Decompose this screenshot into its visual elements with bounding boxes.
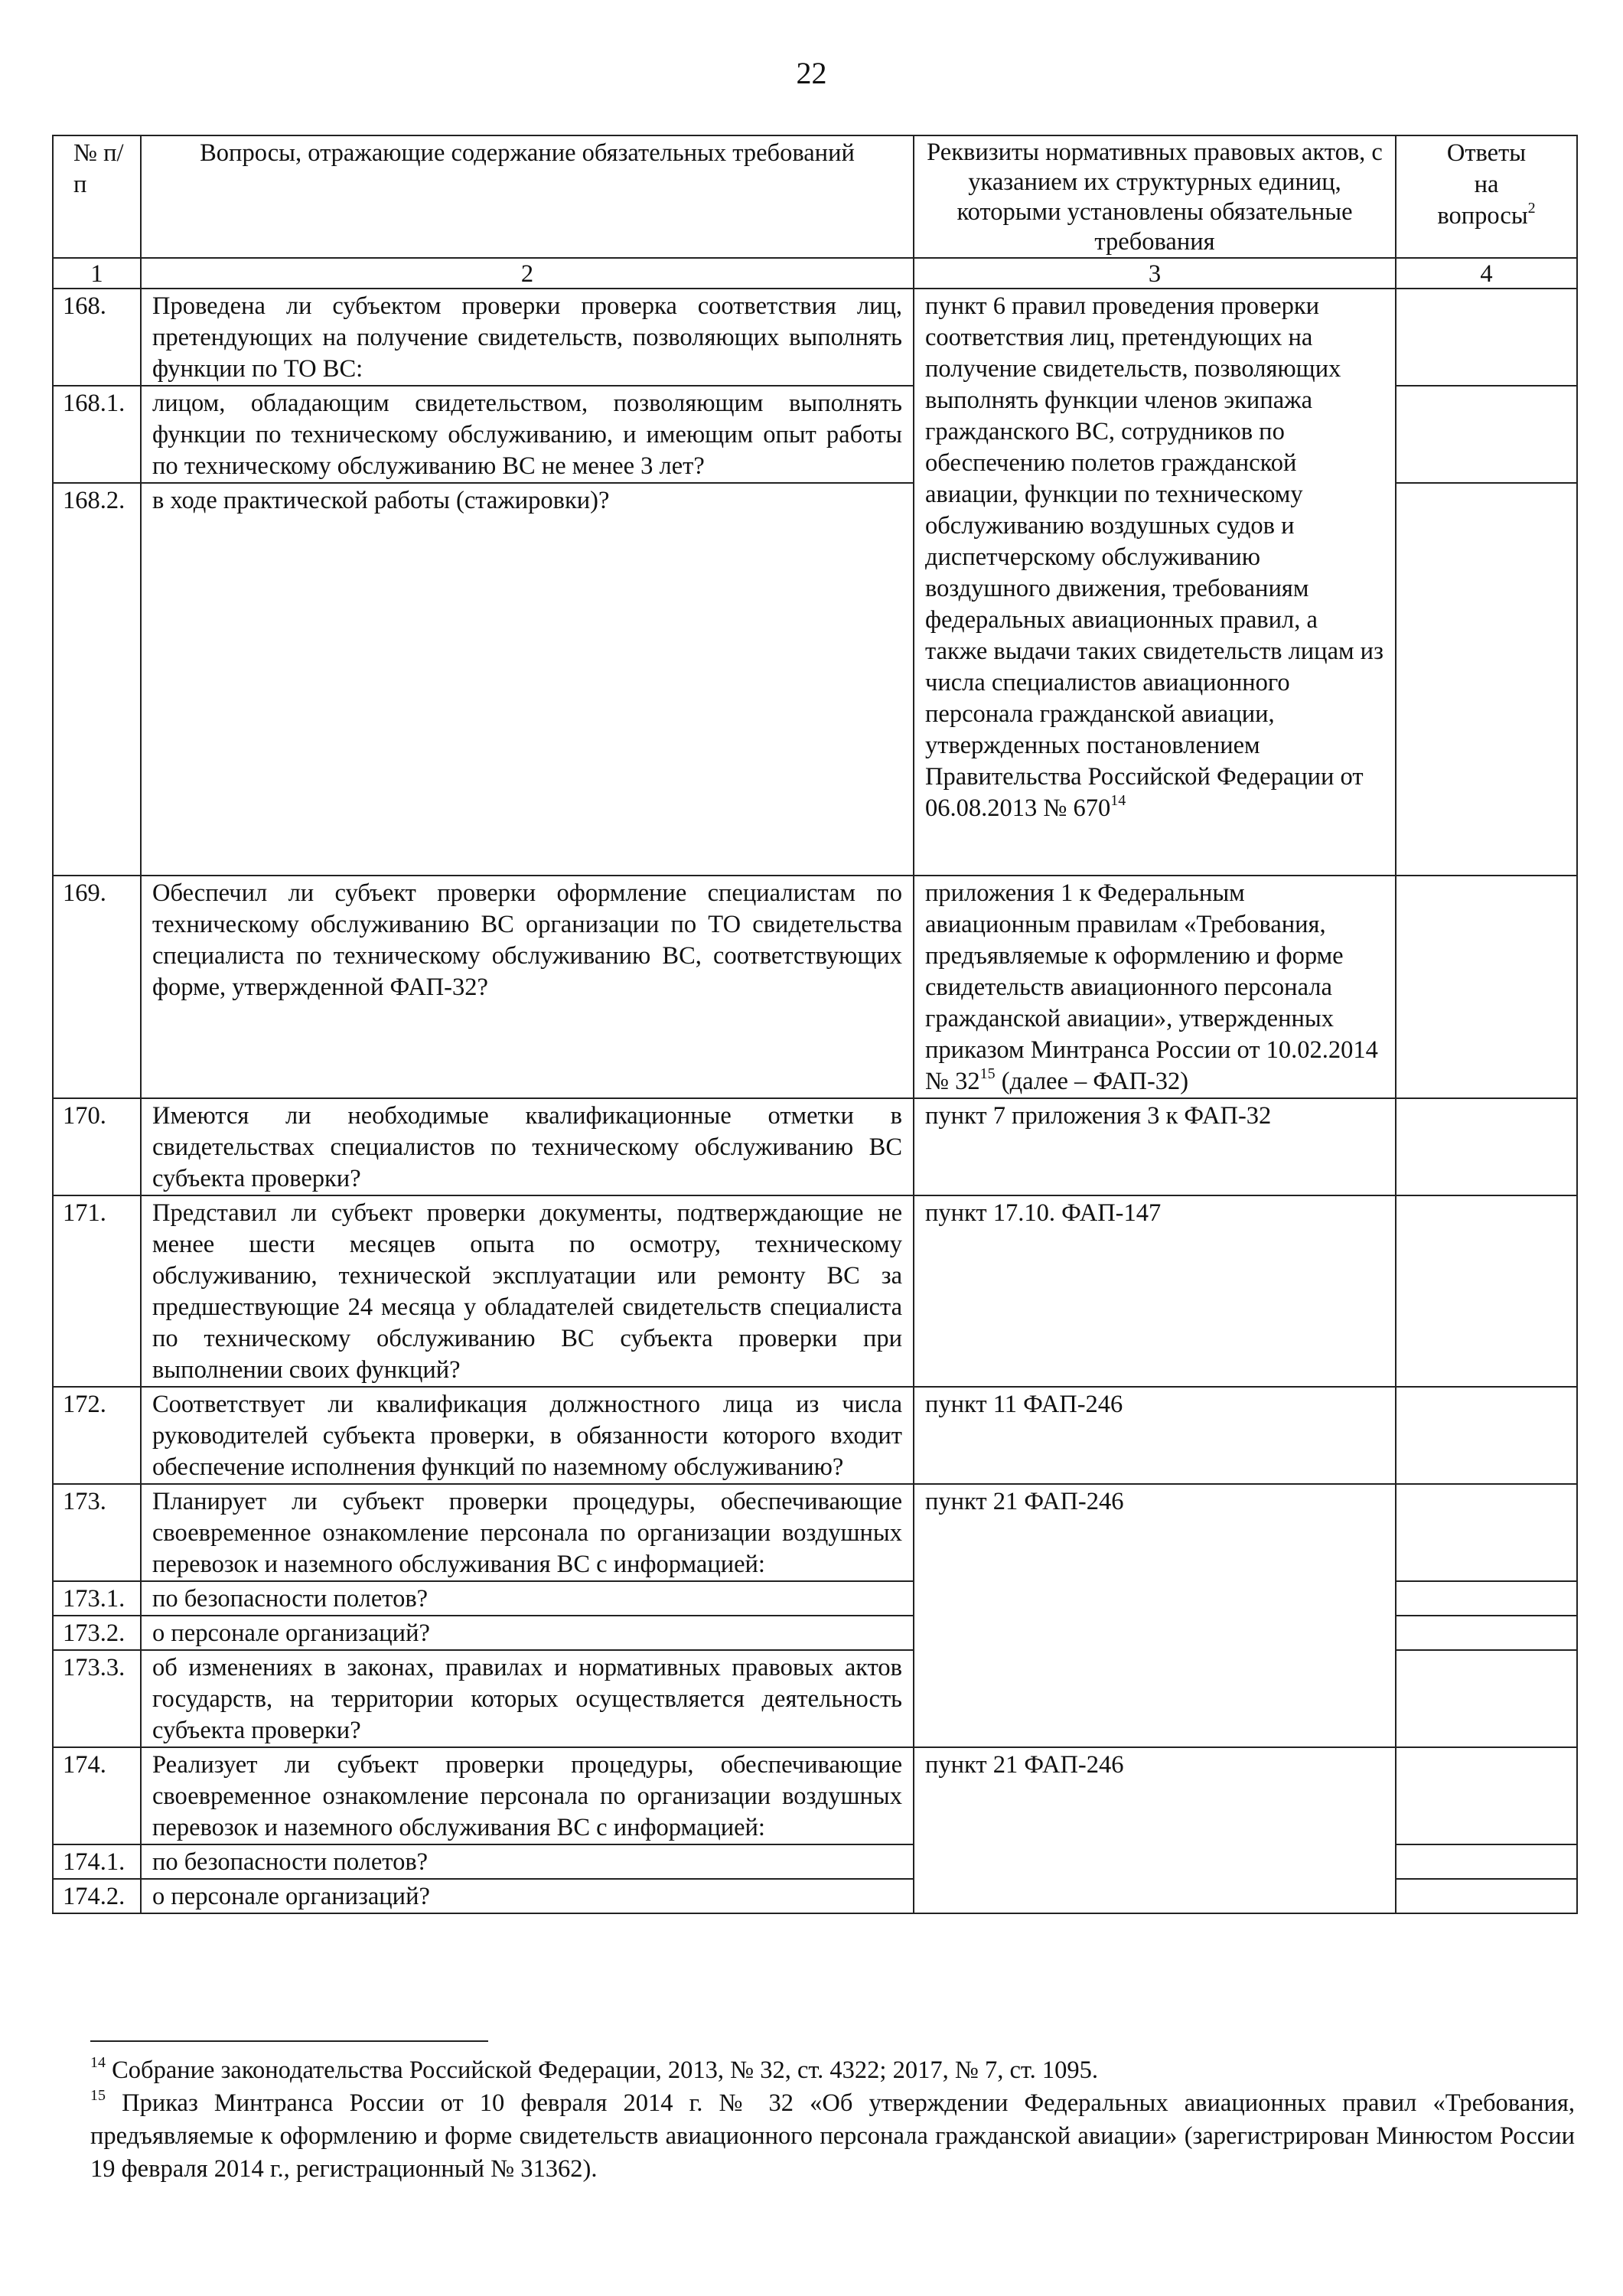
row-question: о персонале организаций?: [141, 1879, 914, 1913]
footnote-mark: 15: [979, 1065, 996, 1082]
row-question: в ходе практической работы (стажировки)?: [141, 483, 914, 876]
row-question: Представил ли субъект проверки документы, подтверждающие не менее шести месяцев опыта по осмотру, техническому обслуживанию, технической эксплуатации или ремонту ВС за предшествующие 24 месяца у обладателей свидетельств специалиста по техническому обслуживанию ВС субъекта проверки при выполнении своих функций?: [141, 1195, 914, 1387]
row-reference: пункт 17.10. ФАП-147: [914, 1195, 1396, 1387]
footnotes: [90, 2054, 1575, 2186]
table-row: [53, 1387, 1577, 1484]
header-row: [53, 135, 1577, 258]
page-number: 22: [796, 56, 827, 90]
header-question: Вопросы, отражающие содержание обязательных требований: [141, 135, 914, 258]
answer-cell[interactable]: [1396, 1747, 1577, 1844]
row-number: 171.: [53, 1195, 141, 1387]
column-number-row: [53, 258, 1577, 289]
answer-cell[interactable]: [1396, 289, 1577, 386]
answer-cell[interactable]: [1396, 1484, 1577, 1581]
row-reference: пункт 21 ФАП-246: [914, 1747, 1396, 1913]
footnote-14-mark: 14: [90, 2054, 106, 2071]
table-row: [53, 1747, 1577, 1844]
answer-cell[interactable]: [1396, 1650, 1577, 1747]
row-number: 173.: [53, 1484, 141, 1581]
row-reference: пункт 11 ФАП-246: [914, 1387, 1396, 1484]
row-question: Планирует ли субъект проверки процедуры, обеспечивающие своевременное ознакомление персонала по организации воздушных перевозок и наземного обслуживания ВС с информацией:: [141, 1484, 914, 1581]
row-reference: пункт 6 правил проведения проверки соответствия лиц, претендующих на получение свидетельств, позволяющих выполнять функции членов экипажа гражданского ВС, сотрудников по обеспечению полетов гражданской авиации, функции по техническому обслуживанию воздушных судов и диспетчерскому обслуживанию воздушного движения, требованиям федеральных авиационных правил, а также выдачи таких свидетельств лицам из числа специалистов авиационного персонала гражданской авиации, утвержденных постановлением Правительства Российской Федерации от 06.08.2013 № $670^{14}$: [914, 289, 1396, 876]
row-number: 169.: [53, 876, 141, 1098]
row-number: 168.2.: [53, 483, 141, 876]
row-question: Обеспечил ли субъект проверки оформление специалистам по техническому обслуживанию ВС организации по ТО свидетельства специалиста по техническому обслуживанию ВС, соответствующих форме, утвержденной ФАП-32?: [141, 876, 914, 1098]
row-number: 174.: [53, 1747, 141, 1844]
answer-cell[interactable]: [1396, 1616, 1577, 1650]
row-number: 168.1.: [53, 386, 141, 483]
row-number: 173.2.: [53, 1616, 141, 1650]
row-question: по безопасности полетов?: [141, 1844, 914, 1879]
answer-cell[interactable]: [1396, 1879, 1577, 1913]
header-answer-line3: вопросы: [1437, 202, 1528, 230]
row-number: 173.3.: [53, 1650, 141, 1747]
row-number: 173.1.: [53, 1581, 141, 1616]
row-question: Реализует ли субъект проверки процедуры, обеспечивающие своевременное ознакомление персонала по организации воздушных перевозок и наземного обслуживания ВС с информацией:: [141, 1747, 914, 1844]
row-number: 174.1.: [53, 1844, 141, 1879]
row-question: о персонале организаций?: [141, 1616, 914, 1650]
header-reference: Реквизиты нормативных правовых актов, с указанием их структурных единиц, которыми установлены обязательные требования: [914, 135, 1396, 258]
header-answer-footnote-mark: 2: [1527, 200, 1536, 217]
header-answer-line1: Ответы: [1446, 139, 1527, 167]
row-number: 174.2.: [53, 1879, 141, 1913]
table-row: [53, 876, 1577, 1098]
answer-cell[interactable]: [1396, 1581, 1577, 1616]
answer-cell[interactable]: [1396, 386, 1577, 483]
answer-cell[interactable]: [1396, 876, 1577, 1098]
column-number: 1: [53, 258, 141, 289]
row-reference: пункт 21 ФАП-246: [914, 1484, 1396, 1747]
row-number: 172.: [53, 1387, 141, 1484]
answer-cell[interactable]: [1396, 1195, 1577, 1387]
row-reference: приложения 1 к Федеральным авиационным правилам «Требования, предъявляемые к оформлению и форме свидетельств авиационного персонала гражданской авиации», утвержденных приказом Минтранса России от 10.02.2014 № $32^{15}$ (далее – ФАП-32): [914, 876, 1396, 1098]
footnote-14: $^{14}$ Собрание законодательства Российской Федерации, 2013, № 32, ст. 4322; 2017, № 7, ст. 1095.: [90, 2054, 1099, 2084]
table-row: [53, 1098, 1577, 1195]
header-answer-line2: на: [1474, 171, 1499, 198]
requirements-checklist-table: [52, 135, 1578, 1914]
row-question: об изменениях в законах, правилах и нормативных правовых актов государств, на территории которых осуществляется деятельность субъекта проверки?: [141, 1650, 914, 1747]
footnote-15-mark: 15: [90, 2087, 106, 2104]
answer-cell[interactable]: [1396, 1844, 1577, 1879]
answer-cell[interactable]: [1396, 483, 1577, 876]
footnote-divider: [90, 2040, 488, 2042]
row-question: Проведена ли субъектом проверки проверка соответствия лиц, претендующих на получение свидетельств, позволяющих выполнять функции по ТО ВС:: [141, 289, 914, 386]
row-number: 168.: [53, 289, 141, 386]
column-number: 3: [914, 258, 1396, 289]
column-number: 2: [141, 258, 914, 289]
footnote-mark: 14: [1110, 792, 1126, 809]
row-question: Соответствует ли квалификация должностного лица из числа руководителей субъекта проверки, в обязанности которого входит обеспечение исполнения функций по наземному обслуживанию?: [141, 1387, 914, 1484]
footnote-15: $^{15}$ Приказ Минтранса России от 10 февраля 2014 г. № 32 «Об утверждении Федеральных авиационных правил «Требования, предъявляемые к оформлению и форме свидетельств авиационного персонала гражданской авиации» (зарегистрирован Минюстом России 19 февраля 2014 г., регистрационный № 31362).: [90, 2087, 1575, 2183]
table-row: [53, 289, 1577, 386]
row-reference: пункт 7 приложения 3 к ФАП-32: [914, 1098, 1396, 1195]
answer-cell[interactable]: [1396, 1098, 1577, 1195]
row-question: Имеются ли необходимые квалификационные отметки в свидетельствах специалистов по техническому обслуживанию ВС субъекта проверки?: [141, 1098, 914, 1195]
row-question: по безопасности полетов?: [141, 1581, 914, 1616]
row-question: лицом, обладающим свидетельством, позволяющим выполнять функции по техническому обслуживанию, и имеющим опыт работы по техническому обслуживанию ВС не менее 3 лет?: [141, 386, 914, 483]
column-number: 4: [1396, 258, 1577, 289]
table-row: [53, 1484, 1577, 1581]
table-row: [53, 1195, 1577, 1387]
header-num: № п/п: [53, 135, 141, 258]
header-answer: [1396, 135, 1577, 258]
answer-cell[interactable]: [1396, 1387, 1577, 1484]
row-number: 170.: [53, 1098, 141, 1195]
